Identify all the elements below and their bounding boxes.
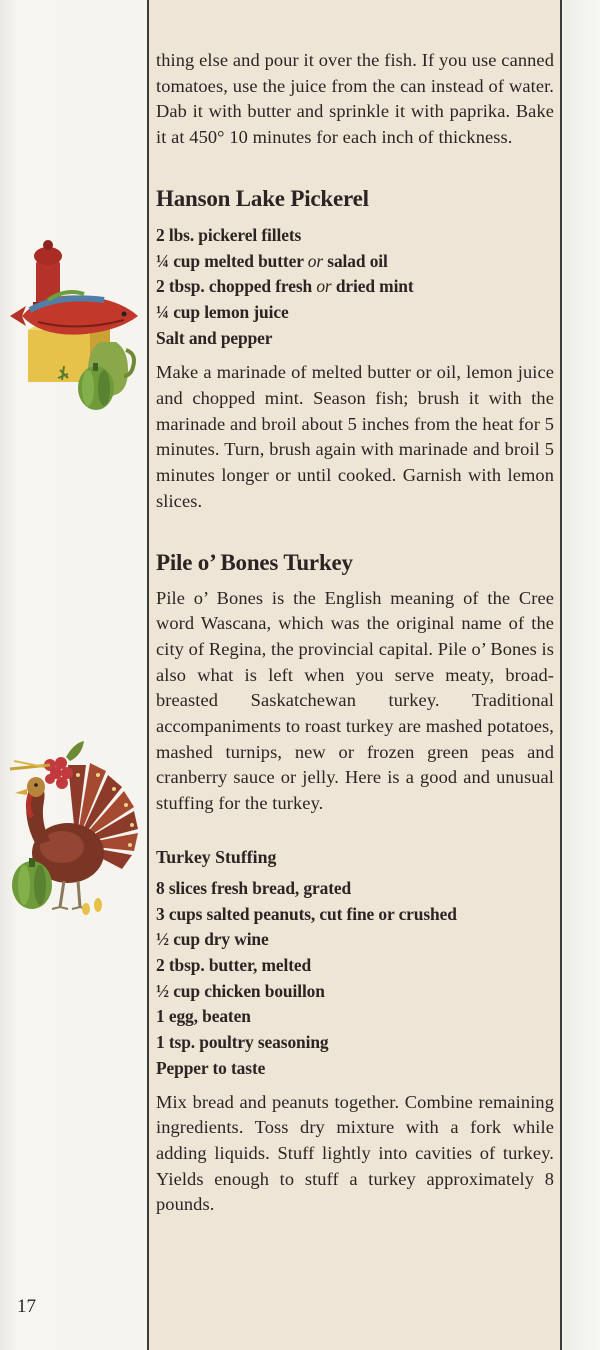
ingredient-item: ½ cup dry wine xyxy=(156,929,269,950)
stuffing-title: Turkey Stuffing xyxy=(156,846,277,867)
ingredient-item: ¼ cup melted butter or salad oil xyxy=(156,250,388,271)
ingredient-item: Salt and pepper xyxy=(156,327,273,348)
fish-still-life-icon xyxy=(8,238,142,414)
recipe-text xyxy=(156,48,554,1218)
intro-paragraph: thing else and pour it over the fish. If you use canned tomatoes, use the juice from the can instead of water. Dab it with butter and sprinkle it with paprika. Bake it at 450° 10 minutes for each inch of thickness. xyxy=(156,50,554,148)
turkey-description: Pile o’ Bones is the English meaning of the Cree word Wascana, which was the original name of the city of Regina, the provincial capital. Pile o’ Bones is also what is left when you serve meaty, broad-breasted Saskatchewan turkey. Traditional accompaniments to roast turkey are mashed potatoes, mashed turnips, new or frozen green peas and cranberry sauce or jelly. Here is a good and unusual stuffing for the turkey. xyxy=(156,587,555,814)
ingredient-item: 2 tbsp. chopped fresh or dried mint xyxy=(156,276,414,297)
ingredient-item: 8 slices fresh bread, grated xyxy=(156,877,352,898)
stuffing-method: Mix bread and peanuts together. Combine remaining ingredients. Toss dry mixture with a fork while adding liquids. Stuff lightly into cavities of turkey. Yields enough to stuff a turkey approximately 8 pounds. xyxy=(156,1091,554,1215)
page-number: 17 xyxy=(17,1296,36,1317)
turkey-icon xyxy=(6,735,144,920)
ingredient-item: ¼ cup lemon juice xyxy=(156,301,289,322)
pickerel-ingredients xyxy=(156,223,554,352)
ingredient-item: Pepper to taste xyxy=(156,1057,266,1078)
right-margin xyxy=(564,0,600,1350)
ingredient-item: 3 cups salted peanuts, cut fine or crushed xyxy=(156,903,457,924)
ingredient-item: 1 egg, beaten xyxy=(156,1006,251,1027)
ingredient-item: ½ cup chicken bouillon xyxy=(156,980,325,1001)
ingredient-item: 2 lbs. pickerel fillets xyxy=(156,224,302,245)
ingredient-item: 2 tbsp. butter, melted xyxy=(156,954,312,975)
stuffing-ingredients xyxy=(156,876,554,1082)
left-margin xyxy=(0,0,147,1350)
turkey-title: Pile o’ Bones Turkey xyxy=(156,549,353,575)
pickerel-method: Make a marinade of melted butter or oil, lemon juice and chopped mint. Season fish; brush it with the marinade and broil about 5 inches from the heat for 5 minutes. Turn, brush again with marinade and broil 5 minutes longer or until cooked. Garnish with lemon slices. xyxy=(156,362,554,511)
pickerel-title: Hanson Lake Pickerel xyxy=(156,185,369,211)
ingredient-item: 1 tsp. poultry seasoning xyxy=(156,1032,329,1053)
